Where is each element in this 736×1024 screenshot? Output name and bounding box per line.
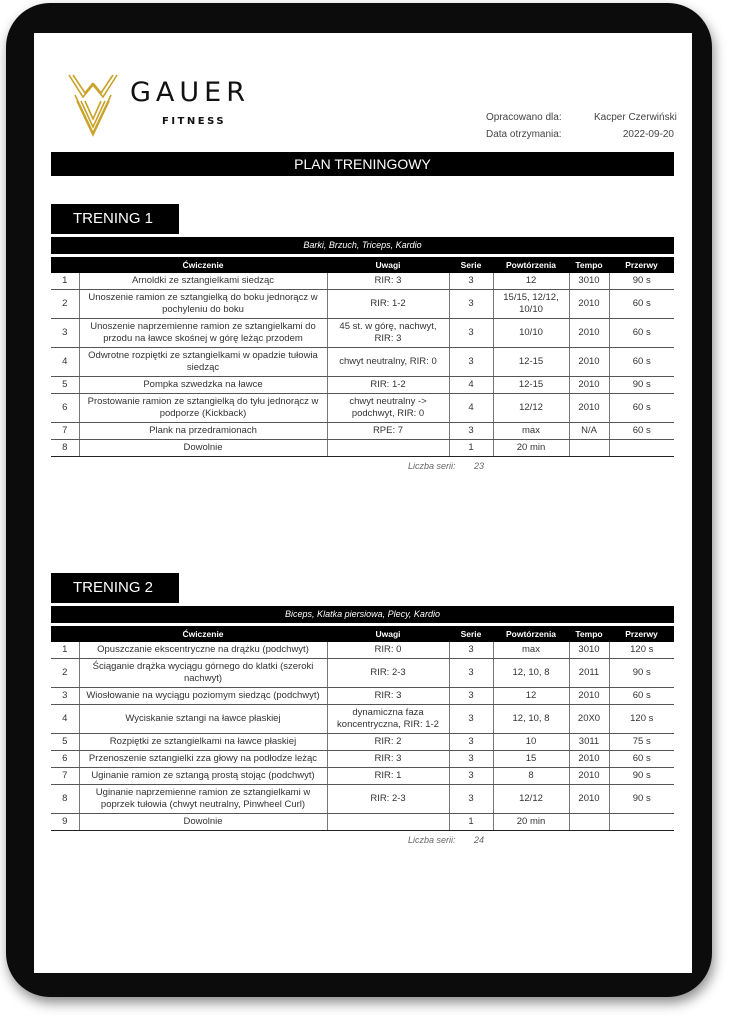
cell-exercise: Odwrotne rozpiętki ze sztangielkami w opadzie tułowia siedząc <box>79 348 327 377</box>
table-row <box>51 659 674 688</box>
brand-name: GAUER <box>130 77 250 108</box>
workout-table <box>51 257 674 457</box>
cell-number: 2 <box>51 290 79 319</box>
cell-number: 2 <box>51 659 79 688</box>
cell-sets: 4 <box>449 377 493 394</box>
cell-rest: 60 s <box>609 319 674 348</box>
brand-subtitle: FITNESS <box>162 116 227 127</box>
cell-reps: 12-15 <box>493 377 569 394</box>
cell-notes: RIR: 2-3 <box>327 659 449 688</box>
sets-total-value: 24 <box>474 835 485 845</box>
workout-title: TRENING 1 <box>51 204 179 234</box>
col-notes: Uwagi <box>327 257 449 273</box>
cell-exercise: Arnoldki ze sztangielkami siedząc <box>79 273 327 290</box>
cell-exercise: Ściąganie drążka wyciągu górnego do klatki (szeroki nachwyt) <box>79 659 327 688</box>
cell-number: 7 <box>51 423 79 440</box>
cell-reps: 12-15 <box>493 348 569 377</box>
cell-reps: 20 min <box>493 440 569 457</box>
cell-exercise: Prostowanie ramion ze sztangielką do tyłu jednorącz w podporze (Kickback) <box>79 394 327 423</box>
workout-table-body <box>51 642 674 831</box>
col-tempo: Tempo <box>569 257 609 273</box>
table-row <box>51 377 674 394</box>
cell-number: 4 <box>51 348 79 377</box>
sets-total <box>51 461 674 475</box>
table-row <box>51 785 674 814</box>
col-sets: Serie <box>449 626 493 642</box>
cell-reps: 12/12 <box>493 785 569 814</box>
cell-exercise: Unoszenie ramion ze sztangielką do boku jednorącz w pochyleniu do boku <box>79 290 327 319</box>
prepared-for-value: Kacper Czerwiński <box>594 112 677 123</box>
meta-values <box>594 109 677 143</box>
cell-number: 8 <box>51 440 79 457</box>
cell-notes: RIR: 2-3 <box>327 785 449 814</box>
gauer-logo-icon <box>67 71 119 139</box>
cell-notes: chwyt neutralny, RIR: 0 <box>327 348 449 377</box>
cell-rest: 120 s <box>609 705 674 734</box>
cell-number: 1 <box>51 642 79 659</box>
cell-tempo: 2010 <box>569 785 609 814</box>
cell-notes: 45 st. w górę, nachwyt, RIR: 3 <box>327 319 449 348</box>
cell-sets: 3 <box>449 319 493 348</box>
cell-exercise: Opuszczanie ekscentryczne na drążku (podchwyt) <box>79 642 327 659</box>
cell-notes: RIR: 1-2 <box>327 290 449 319</box>
sets-total-value: 23 <box>474 461 485 471</box>
cell-reps: 15/15, 12/12, 10/10 <box>493 290 569 319</box>
table-row <box>51 751 674 768</box>
meta-labels <box>486 109 562 143</box>
table-header-row <box>51 257 674 273</box>
cell-sets: 3 <box>449 688 493 705</box>
cell-notes: dynamiczna faza koncentryczna, RIR: 1-2 <box>327 705 449 734</box>
cell-notes: RIR: 3 <box>327 751 449 768</box>
cell-number: 7 <box>51 768 79 785</box>
cell-notes: chwyt neutralny -> podchwyt, RIR: 0 <box>327 394 449 423</box>
cell-number: 1 <box>51 273 79 290</box>
cell-notes: RIR: 1-2 <box>327 377 449 394</box>
cell-reps: 8 <box>493 768 569 785</box>
table-row <box>51 688 674 705</box>
cell-notes: RIR: 3 <box>327 688 449 705</box>
workout-table-body <box>51 273 674 457</box>
cell-tempo <box>569 440 609 457</box>
cell-notes: RIR: 2 <box>327 734 449 751</box>
cell-number: 5 <box>51 734 79 751</box>
cell-exercise: Przenoszenie sztangielki zza głowy na podłodze leżąc <box>79 751 327 768</box>
cell-rest: 120 s <box>609 642 674 659</box>
cell-exercise: Pompka szwedzka na ławce <box>79 377 327 394</box>
col-tempo: Tempo <box>569 626 609 642</box>
cell-sets: 3 <box>449 348 493 377</box>
cell-rest: 90 s <box>609 785 674 814</box>
cell-rest: 60 s <box>609 290 674 319</box>
cell-number: 3 <box>51 319 79 348</box>
workout-section-2 <box>51 573 674 849</box>
sets-total-label: Liczba serii: <box>408 835 456 845</box>
col-number <box>51 626 79 642</box>
cell-tempo: 2010 <box>569 319 609 348</box>
cell-reps: 20 min <box>493 814 569 831</box>
cell-number: 3 <box>51 688 79 705</box>
cell-number: 4 <box>51 705 79 734</box>
cell-number: 8 <box>51 785 79 814</box>
cell-rest: 75 s <box>609 734 674 751</box>
col-reps: Powtórzenia <box>493 626 569 642</box>
cell-tempo: 3010 <box>569 642 609 659</box>
cell-rest: 90 s <box>609 659 674 688</box>
table-row <box>51 642 674 659</box>
table-row <box>51 734 674 751</box>
cell-sets: 3 <box>449 705 493 734</box>
cell-tempo: 2010 <box>569 688 609 705</box>
table-row <box>51 273 674 290</box>
cell-exercise: Plank na przedramionach <box>79 423 327 440</box>
cell-exercise: Uginanie ramion ze sztangą prostą stojąc (podchwyt) <box>79 768 327 785</box>
table-row <box>51 440 674 457</box>
cell-sets: 3 <box>449 659 493 688</box>
cell-tempo: 2010 <box>569 394 609 423</box>
workout-subtitle: Barki, Brzuch, Triceps, Kardio <box>51 237 674 254</box>
cell-rest: 60 s <box>609 688 674 705</box>
cell-reps: 10/10 <box>493 319 569 348</box>
cell-reps: 12, 10, 8 <box>493 705 569 734</box>
plan-title: PLAN TRENINGOWY <box>51 152 674 176</box>
cell-rest <box>609 440 674 457</box>
cell-sets: 3 <box>449 785 493 814</box>
received-date-label: Data otrzymania: <box>486 129 562 140</box>
table-row <box>51 290 674 319</box>
cell-exercise: Unoszenie naprzemienne ramion ze sztangielkami do przodu na ławce skośnej w górę leżąc przodem <box>79 319 327 348</box>
cell-number: 6 <box>51 751 79 768</box>
col-number <box>51 257 79 273</box>
cell-exercise: Dowolnie <box>79 440 327 457</box>
cell-reps: 10 <box>493 734 569 751</box>
cell-sets: 3 <box>449 423 493 440</box>
cell-tempo <box>569 814 609 831</box>
cell-rest: 60 s <box>609 751 674 768</box>
cell-number: 9 <box>51 814 79 831</box>
cell-tempo: 3011 <box>569 734 609 751</box>
table-row <box>51 423 674 440</box>
table-row <box>51 394 674 423</box>
tablet-frame <box>6 3 712 997</box>
workout-section-1 <box>51 204 674 475</box>
cell-sets: 3 <box>449 642 493 659</box>
prepared-for-label: Opracowano dla: <box>486 112 562 123</box>
col-exercise: Ćwiczenie <box>79 257 327 273</box>
cell-exercise: Wiosłowanie na wyciągu poziomym siedząc (podchwyt) <box>79 688 327 705</box>
cell-rest: 90 s <box>609 768 674 785</box>
cell-tempo: 2010 <box>569 768 609 785</box>
cell-sets: 3 <box>449 273 493 290</box>
cell-exercise: Uginanie naprzemienne ramion ze sztangielkami w poprzek tułowia (chwyt neutralny, Pinwheel Curl) <box>79 785 327 814</box>
cell-notes: RPE: 7 <box>327 423 449 440</box>
cell-number: 6 <box>51 394 79 423</box>
cell-reps: 12, 10, 8 <box>493 659 569 688</box>
cell-notes: RIR: 0 <box>327 642 449 659</box>
cell-sets: 1 <box>449 440 493 457</box>
col-reps: Powtórzenia <box>493 257 569 273</box>
cell-rest <box>609 814 674 831</box>
cell-tempo: 2010 <box>569 348 609 377</box>
cell-notes <box>327 814 449 831</box>
cell-reps: 12 <box>493 688 569 705</box>
cell-sets: 4 <box>449 394 493 423</box>
cell-notes: RIR: 1 <box>327 768 449 785</box>
cell-tempo: 2010 <box>569 377 609 394</box>
cell-reps: 12/12 <box>493 394 569 423</box>
col-sets: Serie <box>449 257 493 273</box>
cell-exercise: Dowolnie <box>79 814 327 831</box>
sets-total-label: Liczba serii: <box>408 461 456 471</box>
cell-exercise: Rozpiętki ze sztangielkami na ławce płaskiej <box>79 734 327 751</box>
cell-tempo: 20X0 <box>569 705 609 734</box>
cell-rest: 90 s <box>609 273 674 290</box>
cell-rest: 60 s <box>609 423 674 440</box>
cell-sets: 3 <box>449 768 493 785</box>
table-row <box>51 705 674 734</box>
cell-tempo: 2011 <box>569 659 609 688</box>
cell-notes: RIR: 3 <box>327 273 449 290</box>
table-row <box>51 348 674 377</box>
received-date-value: 2022-09-20 <box>622 129 674 140</box>
cell-exercise: Wyciskanie sztangi na ławce płaskiej <box>79 705 327 734</box>
cell-number: 5 <box>51 377 79 394</box>
cell-tempo: N/A <box>569 423 609 440</box>
table-row <box>51 768 674 785</box>
col-rest: Przerwy <box>609 626 674 642</box>
workout-subtitle: Biceps, Klatka piersiowa, Plecy, Kardio <box>51 606 674 623</box>
table-row <box>51 814 674 831</box>
workout-table <box>51 626 674 831</box>
cell-sets: 3 <box>449 734 493 751</box>
cell-tempo: 2010 <box>569 751 609 768</box>
cell-reps: max <box>493 423 569 440</box>
workout-title: TRENING 2 <box>51 573 179 603</box>
cell-reps: 15 <box>493 751 569 768</box>
table-header-row <box>51 626 674 642</box>
cell-rest: 60 s <box>609 394 674 423</box>
cell-sets: 1 <box>449 814 493 831</box>
cell-rest: 90 s <box>609 377 674 394</box>
cell-tempo: 2010 <box>569 290 609 319</box>
cell-notes <box>327 440 449 457</box>
cell-sets: 3 <box>449 290 493 319</box>
cell-reps: max <box>493 642 569 659</box>
cell-reps: 12 <box>493 273 569 290</box>
col-notes: Uwagi <box>327 626 449 642</box>
cell-sets: 3 <box>449 751 493 768</box>
table-row <box>51 319 674 348</box>
document-page <box>34 33 692 973</box>
sets-total <box>51 835 674 849</box>
cell-rest: 60 s <box>609 348 674 377</box>
col-rest: Przerwy <box>609 257 674 273</box>
col-exercise: Ćwiczenie <box>79 626 327 642</box>
cell-tempo: 3010 <box>569 273 609 290</box>
